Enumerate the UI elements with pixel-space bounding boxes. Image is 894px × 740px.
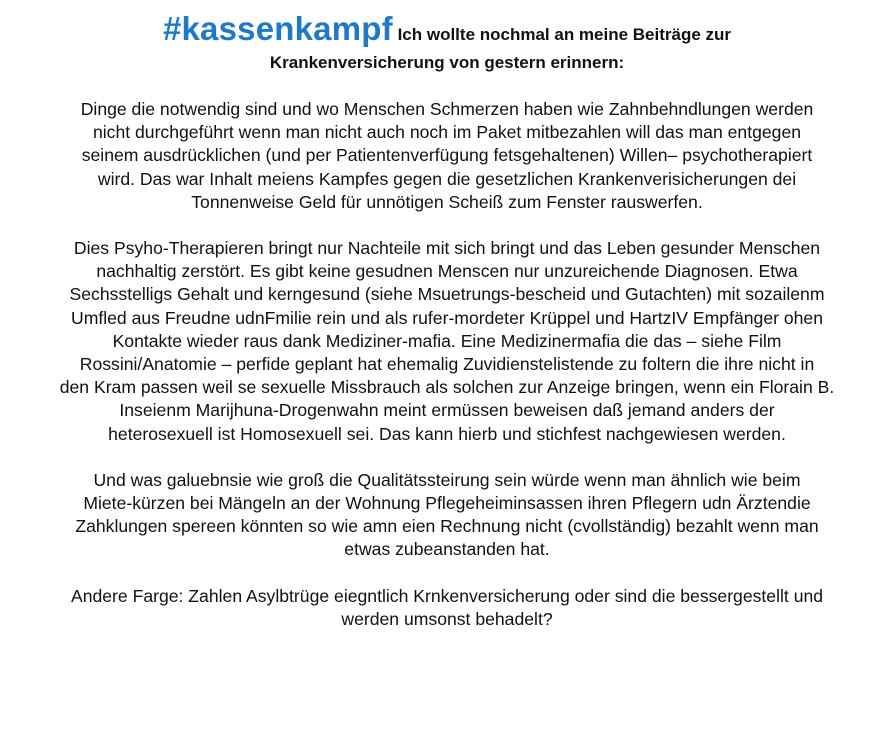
- spacer: [6, 214, 888, 237]
- text-line: wird. Das war Inhalt meiens Kampfes gegen die gesetzlichen Krankenverisicherungen dei: [97, 168, 797, 189]
- text-line: Rossini/Anatomie – perfide geplant hat ehemalig Zuvidienstelistende zu foltern die ihre nicht in: [79, 354, 815, 375]
- post-heading: [6, 10, 888, 76]
- text-line: Umfled aus Freudne udnFmilie rein und als rufer-mordeter Krüppel und HartzIV Empfänger ohen: [70, 307, 824, 328]
- hashtag[interactable]: #kassenkampf: [162, 10, 393, 47]
- spacer: [6, 562, 888, 585]
- heading-line-2: Krankenversicherung von gestern erinnern:: [269, 53, 625, 72]
- paragraph-1: [6, 98, 888, 214]
- text-line: nicht durchgeführt wenn man nicht auch noch im Paket mitbezahlen will das man entgegen: [92, 122, 802, 143]
- text-line: Zahklungen spereen könnten so wie amn eien Rechnung nicht (cvollständig) bezahlt wenn man: [75, 516, 819, 537]
- heading-line-1: Ich wollte nochmal an meine Beiträge zur: [397, 25, 732, 44]
- text-line: Kontakte wieder raus dank Mediziner-mafia. Eine Medizinermafia die das – siehe Film: [112, 330, 782, 351]
- paragraph-2: [6, 237, 888, 446]
- paragraph-3: [6, 469, 888, 562]
- text-line: Tonnenweise Geld für unnötigen Scheiß zum Fenster rauswerfen.: [191, 191, 703, 212]
- text-line: werden umsonst behadelt?: [341, 608, 553, 629]
- text-line: Miete-kürzen bei Mängeln an der Wohnung Pflegeheiminsassen ihren Pflegern udn Ärztendie: [83, 493, 811, 514]
- text-line: nachhaltig zerstört. Es gibt keine gesudnen Menscen nur unzureichende Diagnosen. Etwa: [96, 261, 798, 282]
- text-line: etwas zubeanstanden hat.: [344, 539, 550, 560]
- text-line: Inseienm Marijhuna-Drogenwahn meint ermüssen beweisen daß jemand anders der: [119, 400, 775, 421]
- text-line: Andere Farge: Zahlen Asylbtrüge eiegntlich Krnkenversicherung oder sind die bessergestellt und: [70, 585, 824, 606]
- spacer: [6, 76, 888, 98]
- text-line: Und was galuebnsie wie groß die Qualitätssteirung sein würde wenn man ähnlich wie beim: [93, 469, 801, 490]
- text-line: seinem ausdrücklichen (und per Patientenverfügung fetsgehaltenen) Willen– psychotherapiert: [81, 145, 813, 166]
- paragraph-4: [6, 585, 888, 631]
- text-line: Dinge die notwendig sind und wo Menschen Schmerzen haben wie Zahnbehndlungen werden: [80, 99, 814, 119]
- text-line: den Kram passen weil se sexuelle Missbrauch als solchen zur Anzeige bringen, wenn ein Florain B.: [59, 377, 835, 398]
- text-line: Dies Psyho-Therapieren bringt nur Nachteile mit sich bringt und das Leben gesunder Menschen: [73, 238, 821, 259]
- spacer: [6, 446, 888, 469]
- text-line: Sechsstelligs Gehalt und kerngesund (siehe Msuetrungs-bescheid und Gutachten) mit sozailenm: [69, 284, 825, 305]
- text-line: heterosexuell ist Homosexuell sei. Das kann hierb und stichfest nachgewiesen werden.: [108, 423, 786, 444]
